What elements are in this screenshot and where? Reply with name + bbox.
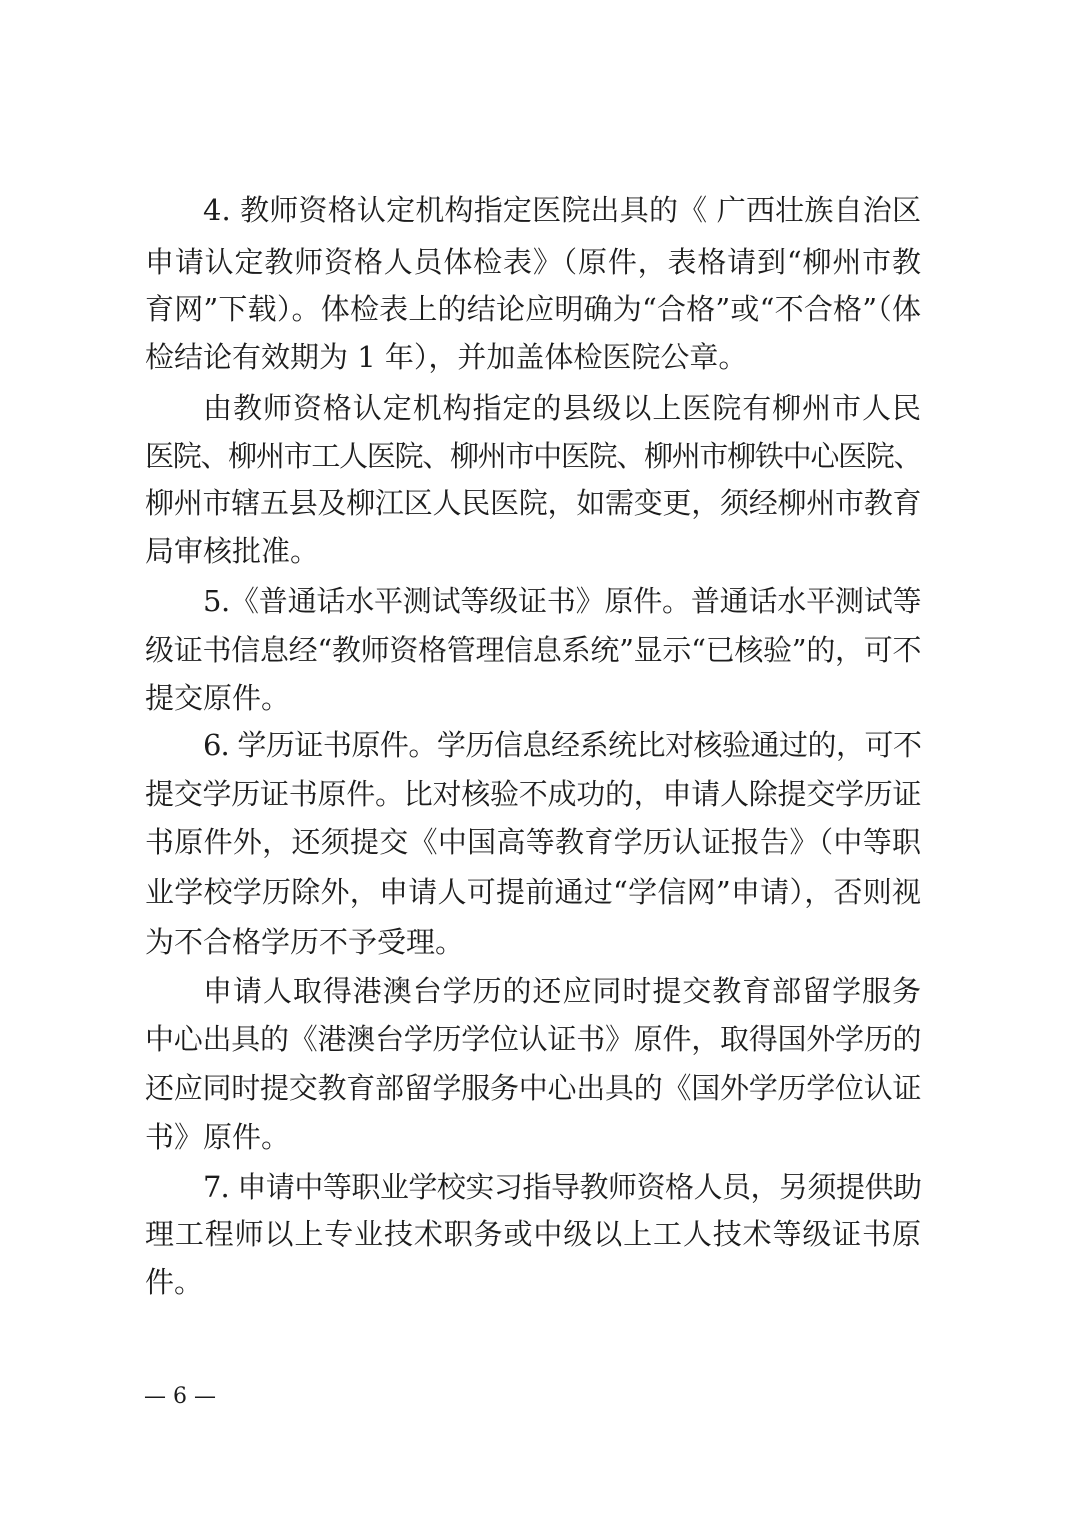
text-line: 理工程师以上专业技术职务或中级以上工人技术等级证书原	[145, 1217, 921, 1251]
text-line: 书》原件。	[145, 1120, 291, 1154]
text-line: 还应同时提交教育部留学服务中心出具的《国外学历学位认证	[145, 1071, 921, 1105]
text-line: 育网”下载）。体检表上的结论应明确为“合格”或“不合格”（体	[145, 292, 921, 326]
text-line: 提交原件。	[145, 681, 291, 715]
text-line: 7. 申请中等职业学校实习指导教师资格人员，另须提供助	[203, 1170, 921, 1204]
text-line: 由教师资格认定机构指定的县级以上医院有柳州市人民	[203, 391, 921, 425]
text-line: 为不合格学历不予受理。	[145, 925, 465, 959]
text-line: 中心出具的《港澳台学历学位认证书》原件，取得国外学历的	[145, 1022, 921, 1056]
text-line: 柳州市辖五县及柳江区人民医院，如需变更，须经柳州市教育	[145, 486, 921, 520]
text-line: 医院、柳州市工人医院、柳州市中医院、柳州市柳铁中心医院、	[145, 439, 921, 473]
text-line: 申请认定教师资格人员体检表》（原件，表格请到“柳州市教	[145, 245, 921, 279]
text-line: 6. 学历证书原件。学历信息经系统比对核验通过的，可不	[203, 728, 921, 762]
text-line: 业学校学历除外，申请人可提前通过“学信网”申请），否则视	[145, 875, 921, 909]
text-line: 级证书信息经“教师资格管理信息系统”显示“已核验”的，可不	[145, 633, 921, 667]
text-line: 书原件外，还须提交《中国高等教育学历认证报告》（中等职	[145, 825, 921, 859]
page-number: — 6 —	[144, 1384, 216, 1409]
text-line: 4. 教师资格认定机构指定医院出具的《 广西壮族自治区	[203, 193, 921, 227]
text-line: 件。	[145, 1265, 204, 1299]
text-line: 局审核批准。	[145, 534, 320, 568]
text-line: 提交学历证书原件。比对核验不成功的，申请人除提交学历证	[145, 777, 921, 811]
text-line: 申请人取得港澳台学历的还应同时提交教育部留学服务	[203, 974, 921, 1008]
text-line: 检结论有效期为 1 年），并加盖体检医院公章。	[145, 340, 748, 374]
text-line: 5.《普通话水平测试等级证书》原件。普通话水平测试等	[203, 584, 921, 618]
